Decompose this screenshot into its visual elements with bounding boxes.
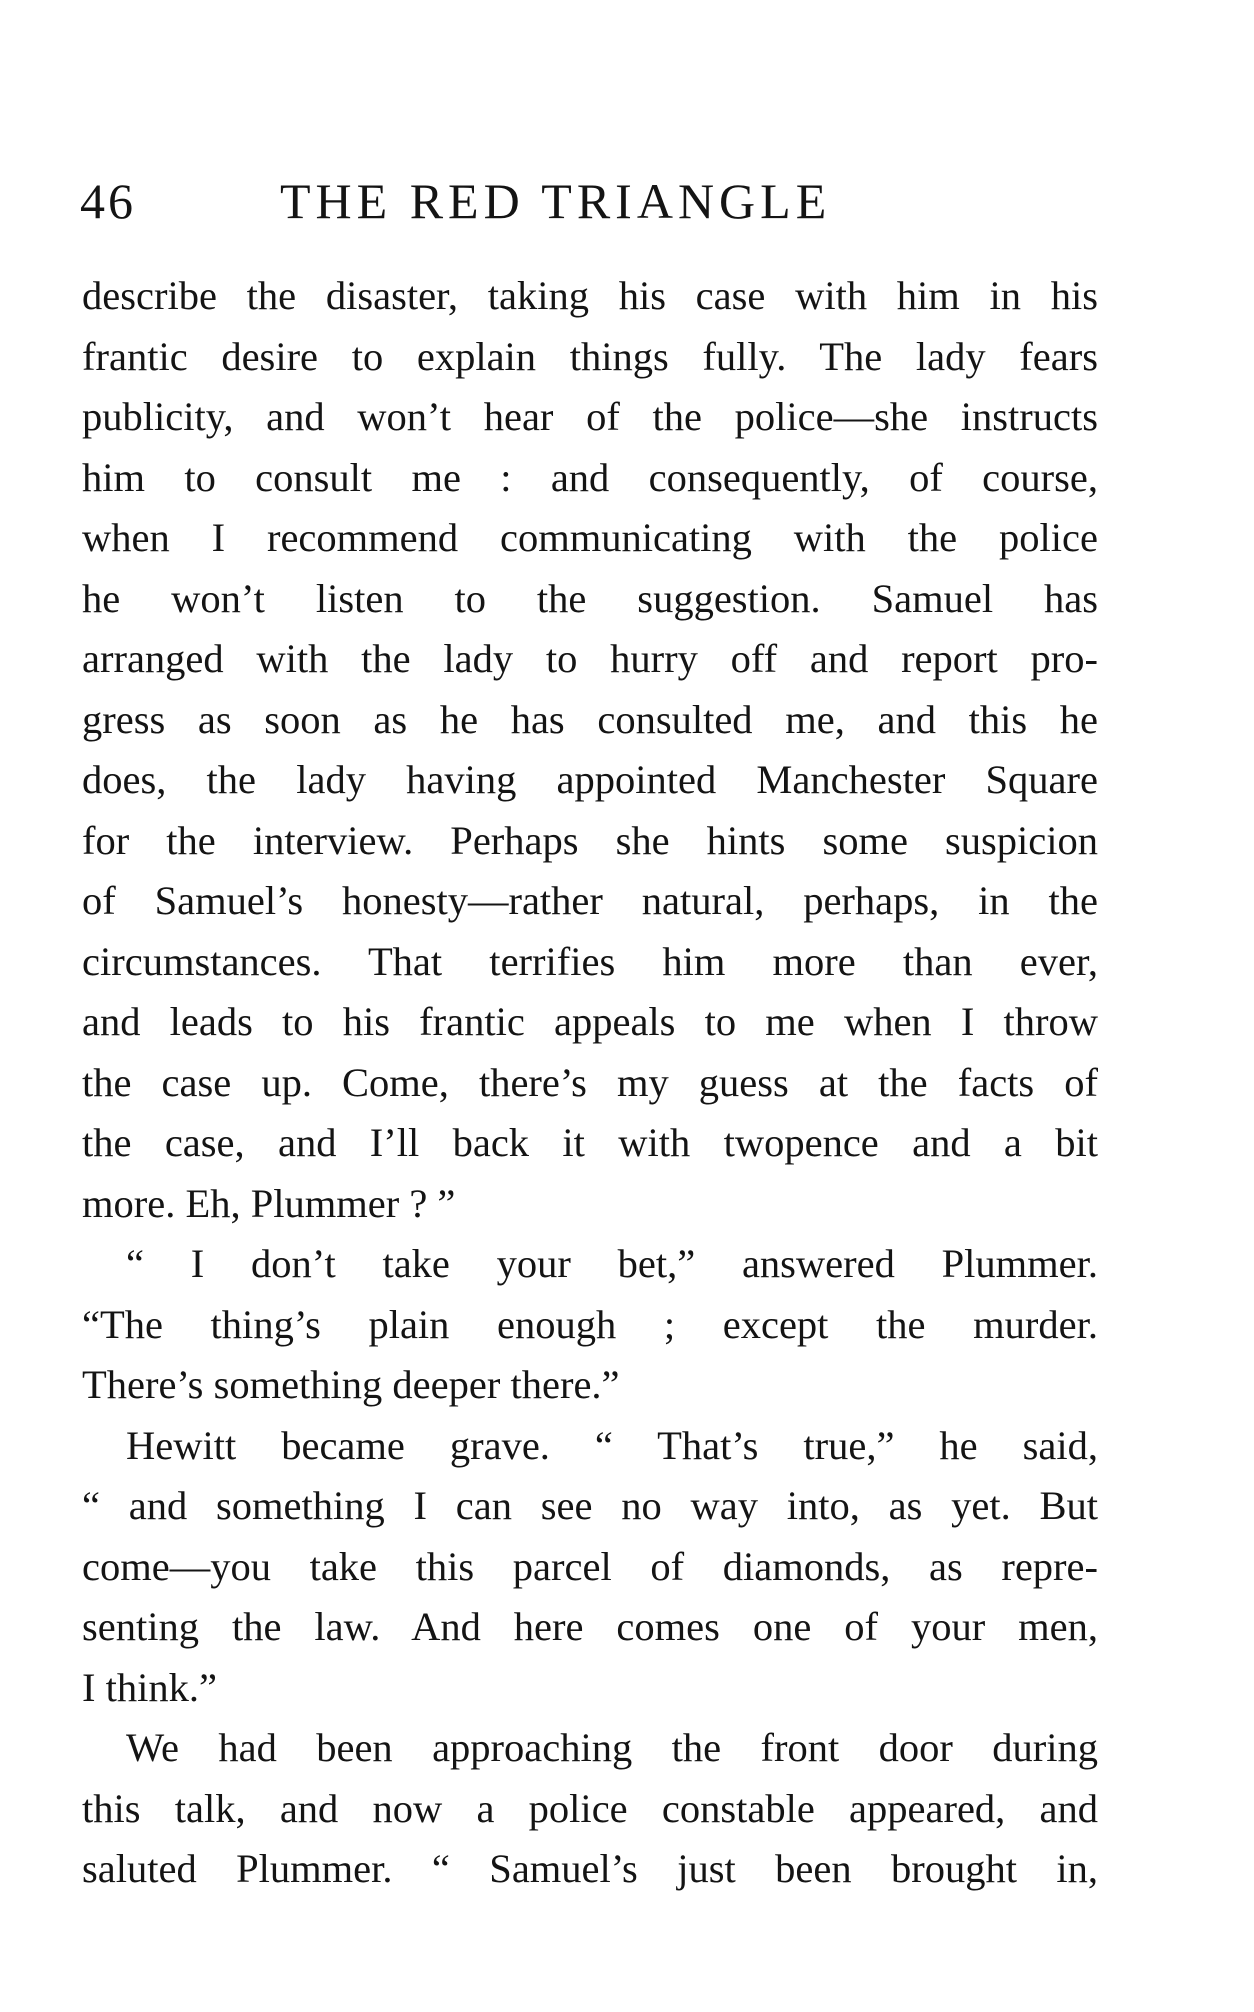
text-line: senting the law. And here comes one of your men, [82, 1604, 1098, 1649]
text-line: arranged with the lady to hurry off and report pro- [82, 636, 1098, 681]
text-line: when I recommend communicating with the police [82, 515, 1098, 560]
text-line: “ and something I can see no way into, as yet. But [82, 1483, 1098, 1528]
text-line: saluted Plummer. “ Samuel’s just been brought in, [82, 1846, 1098, 1891]
body-text [82, 266, 1098, 1900]
running-title: THE RED TRIANGLE [280, 173, 832, 229]
text-line: the case up. Come, there’s my guess at the facts of [82, 1059, 1098, 1105]
text-line: more. Eh, Plummer ? ” [82, 1180, 456, 1226]
text-line: him to consult me : and consequently, of course, [82, 454, 1098, 500]
text-line: and leads to his frantic appeals to me when I throw [82, 999, 1098, 1044]
text-line: for the interview. Perhaps she hints some suspicion [82, 817, 1098, 863]
text-line: I think.” [82, 1664, 217, 1710]
text-line: Hewitt became grave. “ That’s true,” he said, [126, 1422, 1098, 1468]
text-line: does, the lady having appointed Manchester Square [82, 757, 1098, 802]
text-line: frantic desire to explain things fully. The lady fears [82, 333, 1098, 379]
text-line: come—you take this parcel of diamonds, as repre- [82, 1543, 1098, 1589]
text-line: of Samuel’s honesty—rather natural, perhaps, in the [82, 878, 1098, 923]
page-number: 46 [80, 173, 136, 229]
running-header [80, 172, 1100, 232]
text-line: We had been approaching the front door during [126, 1725, 1098, 1770]
text-line: circumstances. That terrifies him more than ever, [82, 938, 1098, 984]
text-line: “ I don’t take your bet,” answered Plummer. [126, 1241, 1098, 1286]
text-line: There’s something deeper there.” [82, 1362, 620, 1407]
text-line: the case, and I’ll back it with twopence and a bit [82, 1120, 1098, 1165]
text-line: gress as soon as he has consulted me, and this he [82, 696, 1098, 742]
text-line: publicity, and won’t hear of the police—she instructs [82, 394, 1098, 439]
text-line: “The thing’s plain enough ; except the murder. [82, 1301, 1098, 1347]
text-line: describe the disaster, taking his case with him in his [82, 273, 1098, 318]
text-line: he won’t listen to the suggestion. Samuel has [82, 575, 1098, 621]
text-line: this talk, and now a police constable appeared, and [82, 1785, 1098, 1831]
